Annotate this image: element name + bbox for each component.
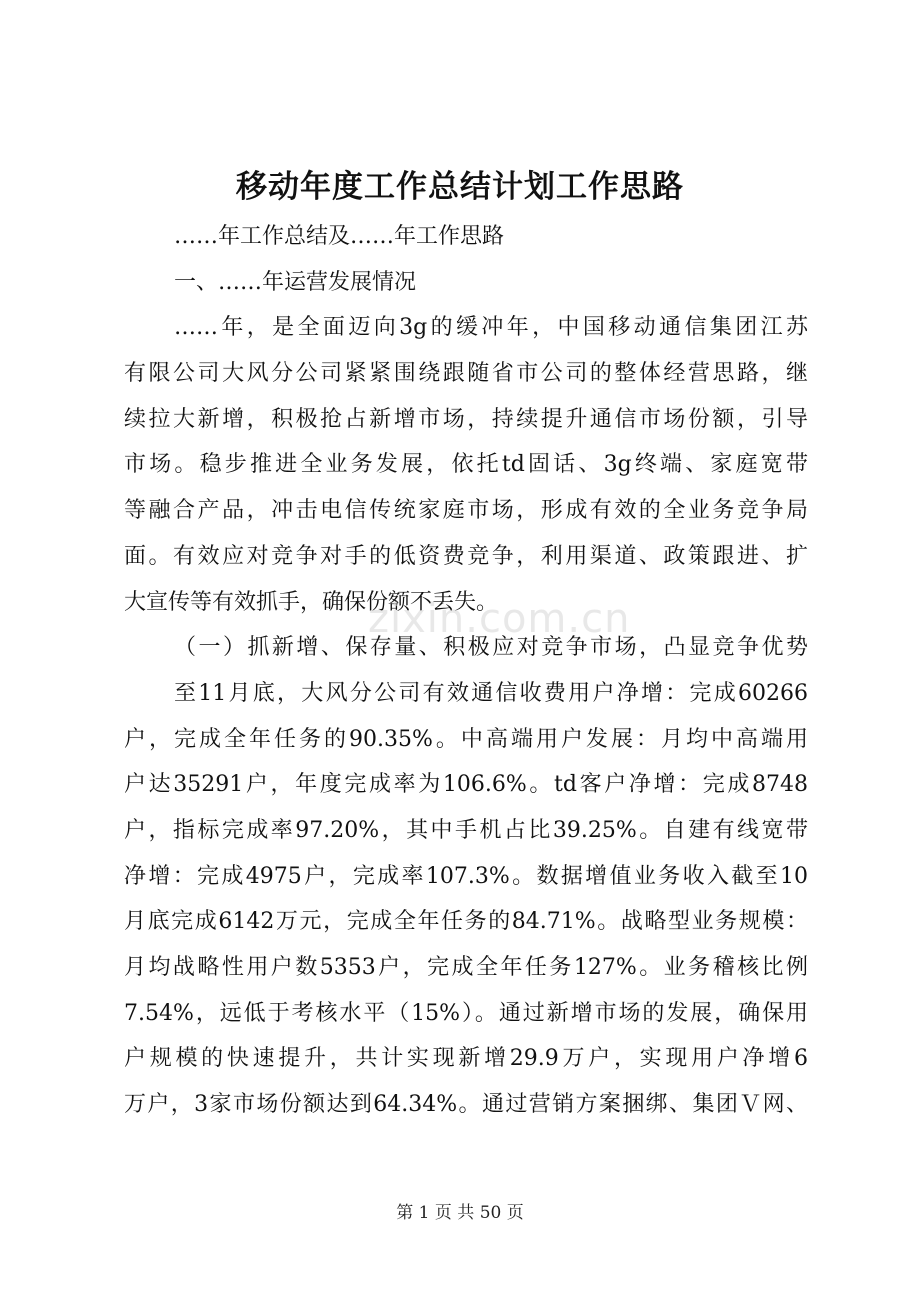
paragraph-line: 有限公司大风分公司紧紧围绕跟随省市公司的整体经营思路，继 — [124, 361, 808, 387]
section-heading: 一、……年运营发展情况 — [174, 269, 417, 295]
paragraph-line: 市场。稳步推进全业务发展，依托td固话、3g终端、家庭宽带 — [124, 452, 808, 478]
paragraph-line: 7.54%，远低于考核水平（15%）。通过新增市场的发展，确保用 — [124, 1000, 808, 1026]
paragraph-line: 续拉大新增，积极抢占新增市场，持续提升通信市场份额，引导 — [124, 406, 808, 432]
paragraph-line: 户达35291户，年度完成率为106.6%。td客户净增：完成8748 — [124, 772, 808, 798]
paragraph-line: 户规模的快速提升，共计实现新增29.9万户，实现用户净增6 — [124, 1046, 808, 1072]
paragraph-line: 净增：完成4975户，完成率107.3%。数据增值业务收入截至10 — [124, 863, 808, 889]
paragraph-line: 月底完成6142万元，完成全年任务的84.71%。战略型业务规模： — [124, 909, 808, 935]
subsection-heading: （一）抓新增、保存量、积极应对竞争市场，凸显竞争优势 — [174, 635, 808, 661]
watermark: zixin.com.cn — [368, 596, 631, 642]
paragraph-line: 户，指标完成率97.20%，其中手机占比39.25%。自建有线宽带 — [124, 817, 808, 843]
paragraph-line: 月均战略性用户数5353户，完成全年任务127%。业务稽核比例 — [124, 955, 808, 980]
document-title: 移动年度工作总结计划工作思路 — [236, 169, 684, 205]
paragraph-line: 面。有效应对竞争对手的低资费竞争，利用渠道、政策跟进、扩 — [124, 543, 808, 569]
paragraph-line: 至11月底，大风分公司有效通信收费用户净增：完成60266 — [174, 680, 808, 706]
paragraph-line: 万户，3家市场份额达到64.34%。通过营销方案捆绑、集团Ｖ网、 — [124, 1092, 808, 1118]
paragraph-line: ……年，是全面迈向3g的缓冲年，中国移动通信集团江苏 — [174, 315, 808, 341]
paragraph-line: 等融合产品，冲击电信传统家庭市场，形成有效的全业务竞争局 — [124, 498, 808, 524]
paragraph-line: 户，完成全年任务的90.35%。中高端用户发展：月均中高端用 — [124, 726, 808, 752]
paragraph-line: 大宣传等有效抓手，确保份额不丢失。 — [124, 589, 499, 615]
document-body — [124, 214, 808, 1128]
page-footer: 第 1 页 共 50 页 — [396, 1203, 524, 1223]
paragraph-line-subtitle: ……年工作总结及……年工作思路 — [174, 224, 505, 249]
